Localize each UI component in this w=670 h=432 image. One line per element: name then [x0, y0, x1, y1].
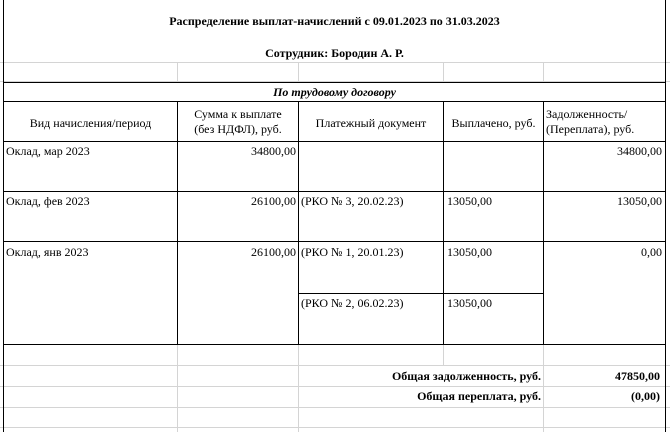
grid-line	[298, 345, 299, 432]
grid-line	[177, 62, 178, 82]
row-kind: Оклад, фев 2023	[6, 194, 90, 208]
border-line	[3, 101, 666, 102]
grid-line	[543, 62, 544, 82]
total-debt-value: 47850,00	[615, 369, 660, 383]
grid-line	[298, 62, 299, 82]
total-overpay-value: (0,00)	[631, 389, 660, 403]
row-document: (РКО № 1, 20.01.23)	[301, 245, 404, 259]
row-debt: 34800,00	[617, 144, 662, 158]
row-kind: Оклад, мар 2023	[6, 144, 90, 158]
grid-line	[0, 427, 670, 428]
row-debt: 13050,00	[617, 194, 662, 208]
row-debt: 0,00	[641, 245, 662, 259]
column-header-amount-unit: (без НДФЛ), руб.	[194, 122, 282, 136]
employee-name: Сотрудник: Бородин А. Р.	[265, 46, 404, 60]
row-document: (РКО № 3, 20.02.23)	[301, 194, 404, 208]
column-header-amount: Сумма к выплате	[194, 107, 282, 121]
row-paid: 13050,00	[447, 245, 492, 259]
row-paid: 13050,00	[447, 296, 492, 310]
border-line	[298, 101, 299, 345]
column-header-debt: Задолженность/	[546, 107, 628, 121]
border-line	[3, 191, 666, 192]
column-header-document: Платежный документ	[315, 116, 427, 130]
section-title: По трудовому договору	[273, 85, 396, 99]
border-line	[443, 101, 444, 345]
border-line	[543, 101, 544, 345]
grid-line	[0, 62, 670, 63]
grid-line	[0, 386, 670, 387]
grid-line	[443, 345, 444, 366]
row-amount: 26100,00	[251, 194, 296, 208]
row-amount: 34800,00	[251, 144, 296, 158]
border-line	[3, 0, 4, 432]
row-kind: Оклад, янв 2023	[6, 245, 89, 259]
border-line	[665, 0, 666, 432]
total-overpay-label: Общая переплата, руб.	[417, 389, 541, 403]
border-line	[3, 82, 666, 83]
border-line	[3, 141, 666, 142]
column-header-kind: Вид начисления/период	[29, 116, 152, 130]
border-line	[298, 293, 544, 294]
grid-line	[443, 62, 444, 82]
report-title: Распределение выплат-начислений с 09.01.2023 по 31.03.2023	[169, 14, 500, 28]
row-paid: 13050,00	[447, 194, 492, 208]
border-line	[3, 344, 666, 345]
grid-line	[0, 365, 670, 366]
border-line	[3, 241, 666, 242]
column-header-debt-unit: (Переплата), руб.	[546, 122, 635, 136]
grid-line	[543, 345, 544, 432]
column-header-paid: Выплачено, руб.	[451, 116, 536, 130]
row-document: (РКО № 2, 06.02.23)	[301, 296, 404, 310]
row-amount: 26100,00	[251, 245, 296, 259]
border-line	[177, 101, 178, 345]
total-debt-label: Общая задолженность, руб.	[391, 369, 541, 383]
grid-line	[177, 345, 178, 432]
grid-line	[0, 407, 670, 408]
